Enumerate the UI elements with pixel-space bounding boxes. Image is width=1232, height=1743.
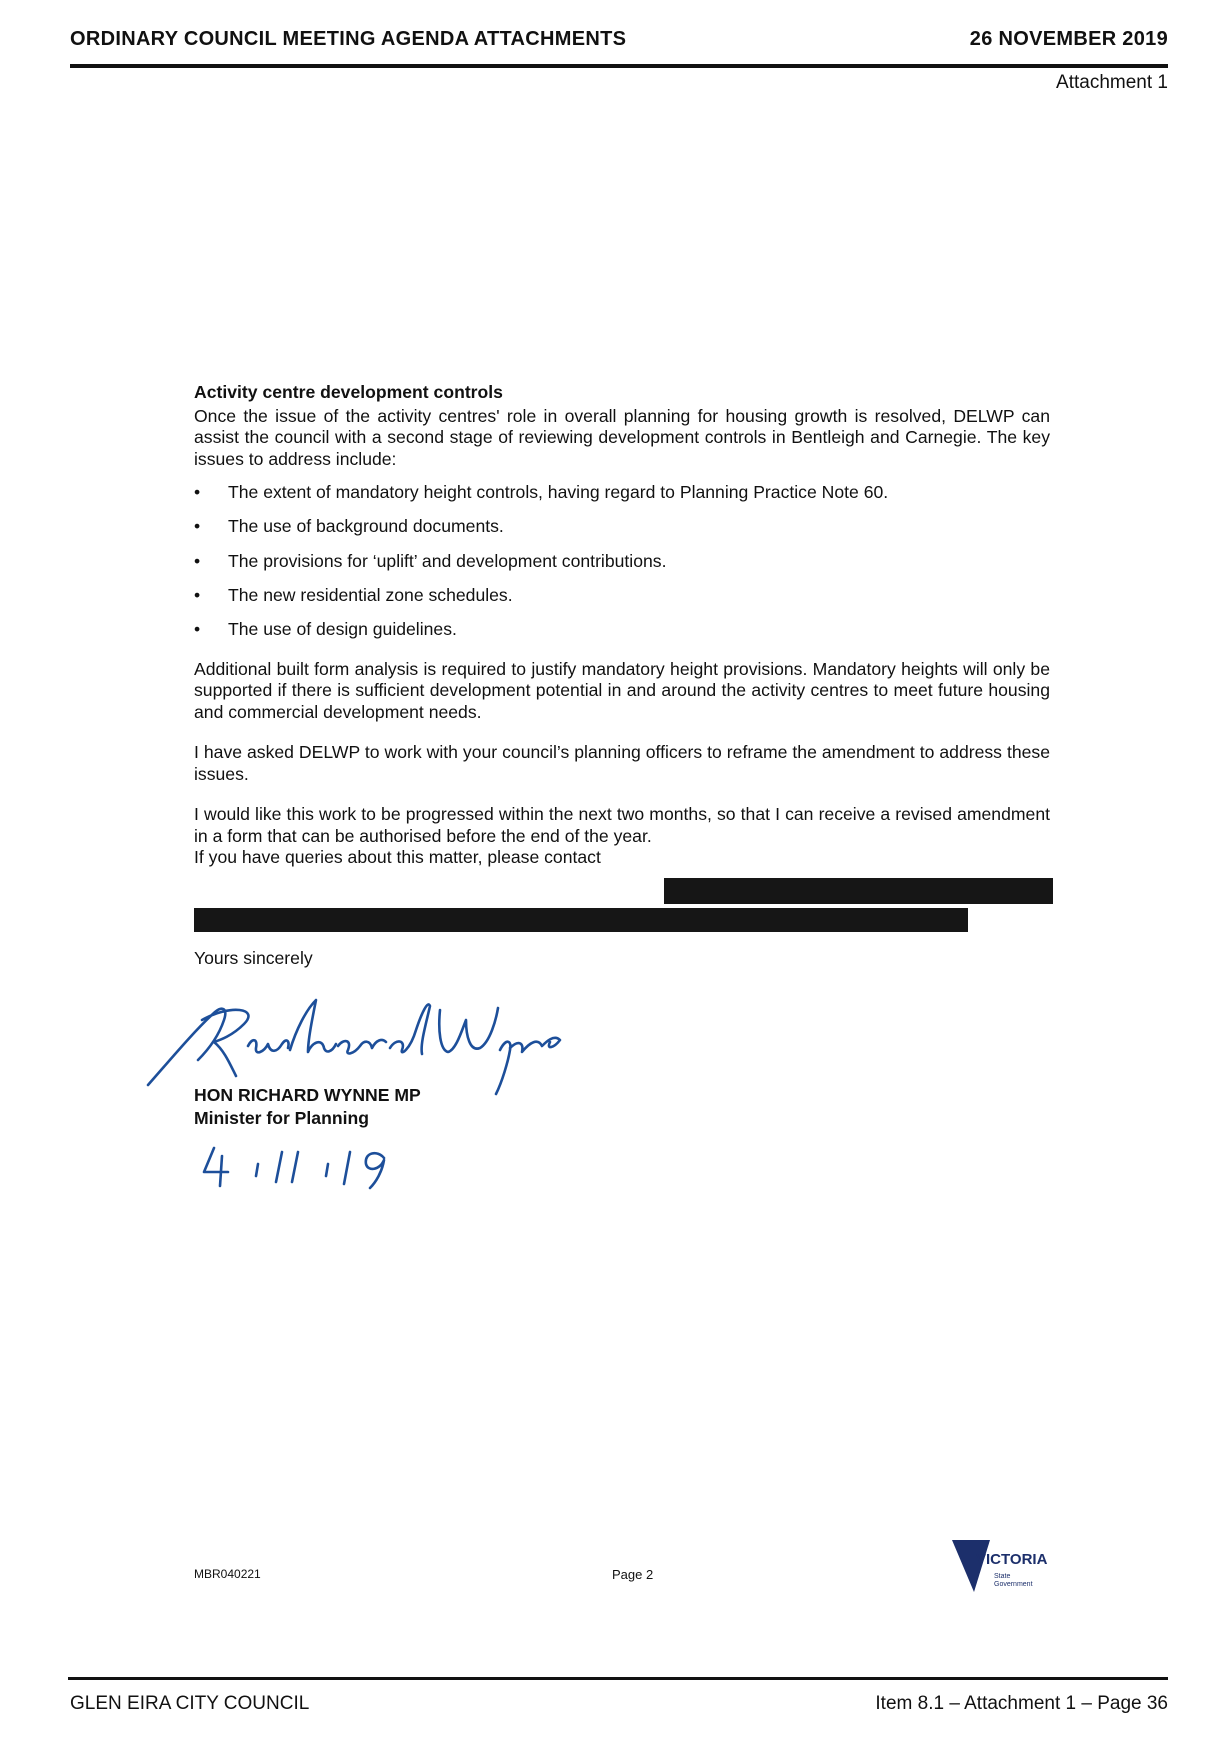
signer-block: [194, 1084, 421, 1130]
reference-code: MBR040221: [194, 1567, 261, 1581]
attachment-label: Attachment 1: [1056, 72, 1168, 93]
list-item: • The use of background documents.: [194, 516, 1050, 538]
footer-council: GLEN EIRA CITY COUNCIL: [70, 1693, 310, 1714]
closing: Yours sincerely: [194, 948, 313, 968]
list-item: • The use of design guidelines.: [194, 619, 1050, 641]
contact-line: If you have queries about this matter, please contact: [194, 847, 601, 868]
footer-item: Item 8.1 – Attachment 1 – Page 36: [875, 1693, 1168, 1714]
issues-list: [194, 482, 1050, 641]
list-item: • The new residential zone schedules.: [194, 585, 1050, 607]
header-title: ORDINARY COUNCIL MEETING AGENDA ATTACHMENTS: [70, 28, 627, 50]
logo-sub-state: State: [994, 1573, 1011, 1580]
logo-text: VICTORIA: [976, 1551, 1048, 1568]
section-heading: Activity centre development controls: [194, 382, 503, 402]
header-date: 26 NOVEMBER 2019: [969, 28, 1168, 50]
signer-title: Minister for Planning: [194, 1108, 369, 1128]
letter-page-number: Page 2: [612, 1567, 654, 1582]
list-item: • The provisions for ‘uplift’ and development contributions.: [194, 551, 1050, 573]
footer-divider: [68, 1677, 1168, 1680]
list-item: • The extent of mandatory height controls, having regard to Planning Practice Note 60.: [194, 482, 1050, 504]
intro-paragraph: Once the issue of the activity centres' role in overall planning for housing growth is resolved, DELWP can assist the council with a second stage of reviewing development controls in Bentleigh and Carnegie. The key issues to address include:: [194, 405, 1050, 469]
redaction-bar: [194, 908, 968, 932]
timing-paragraph: I would like this work to be progressed within the next two months, so that I can receive a revised amendment in a form that can be authorised before the end of the year.: [194, 804, 1050, 846]
victoria-logo: [950, 1538, 1060, 1598]
redaction-bar: [664, 878, 1053, 904]
letter-body: [194, 382, 1050, 869]
analysis-paragraph: Additional built form analysis is required to justify mandatory height provisions. Mandatory heights will only be supported if there is sufficient development potential in and around the activity centres to meet future housing and commercial development needs.: [194, 658, 1050, 722]
signer-name: HON RICHARD WYNNE MP: [194, 1085, 421, 1105]
handwritten-date: [200, 1142, 400, 1192]
header-divider: [70, 64, 1168, 68]
logo-sub-government: Government: [994, 1581, 1033, 1588]
asked-paragraph: I have asked DELWP to work with your council’s planning officers to reframe the amendment to address these issues.: [194, 742, 1050, 784]
